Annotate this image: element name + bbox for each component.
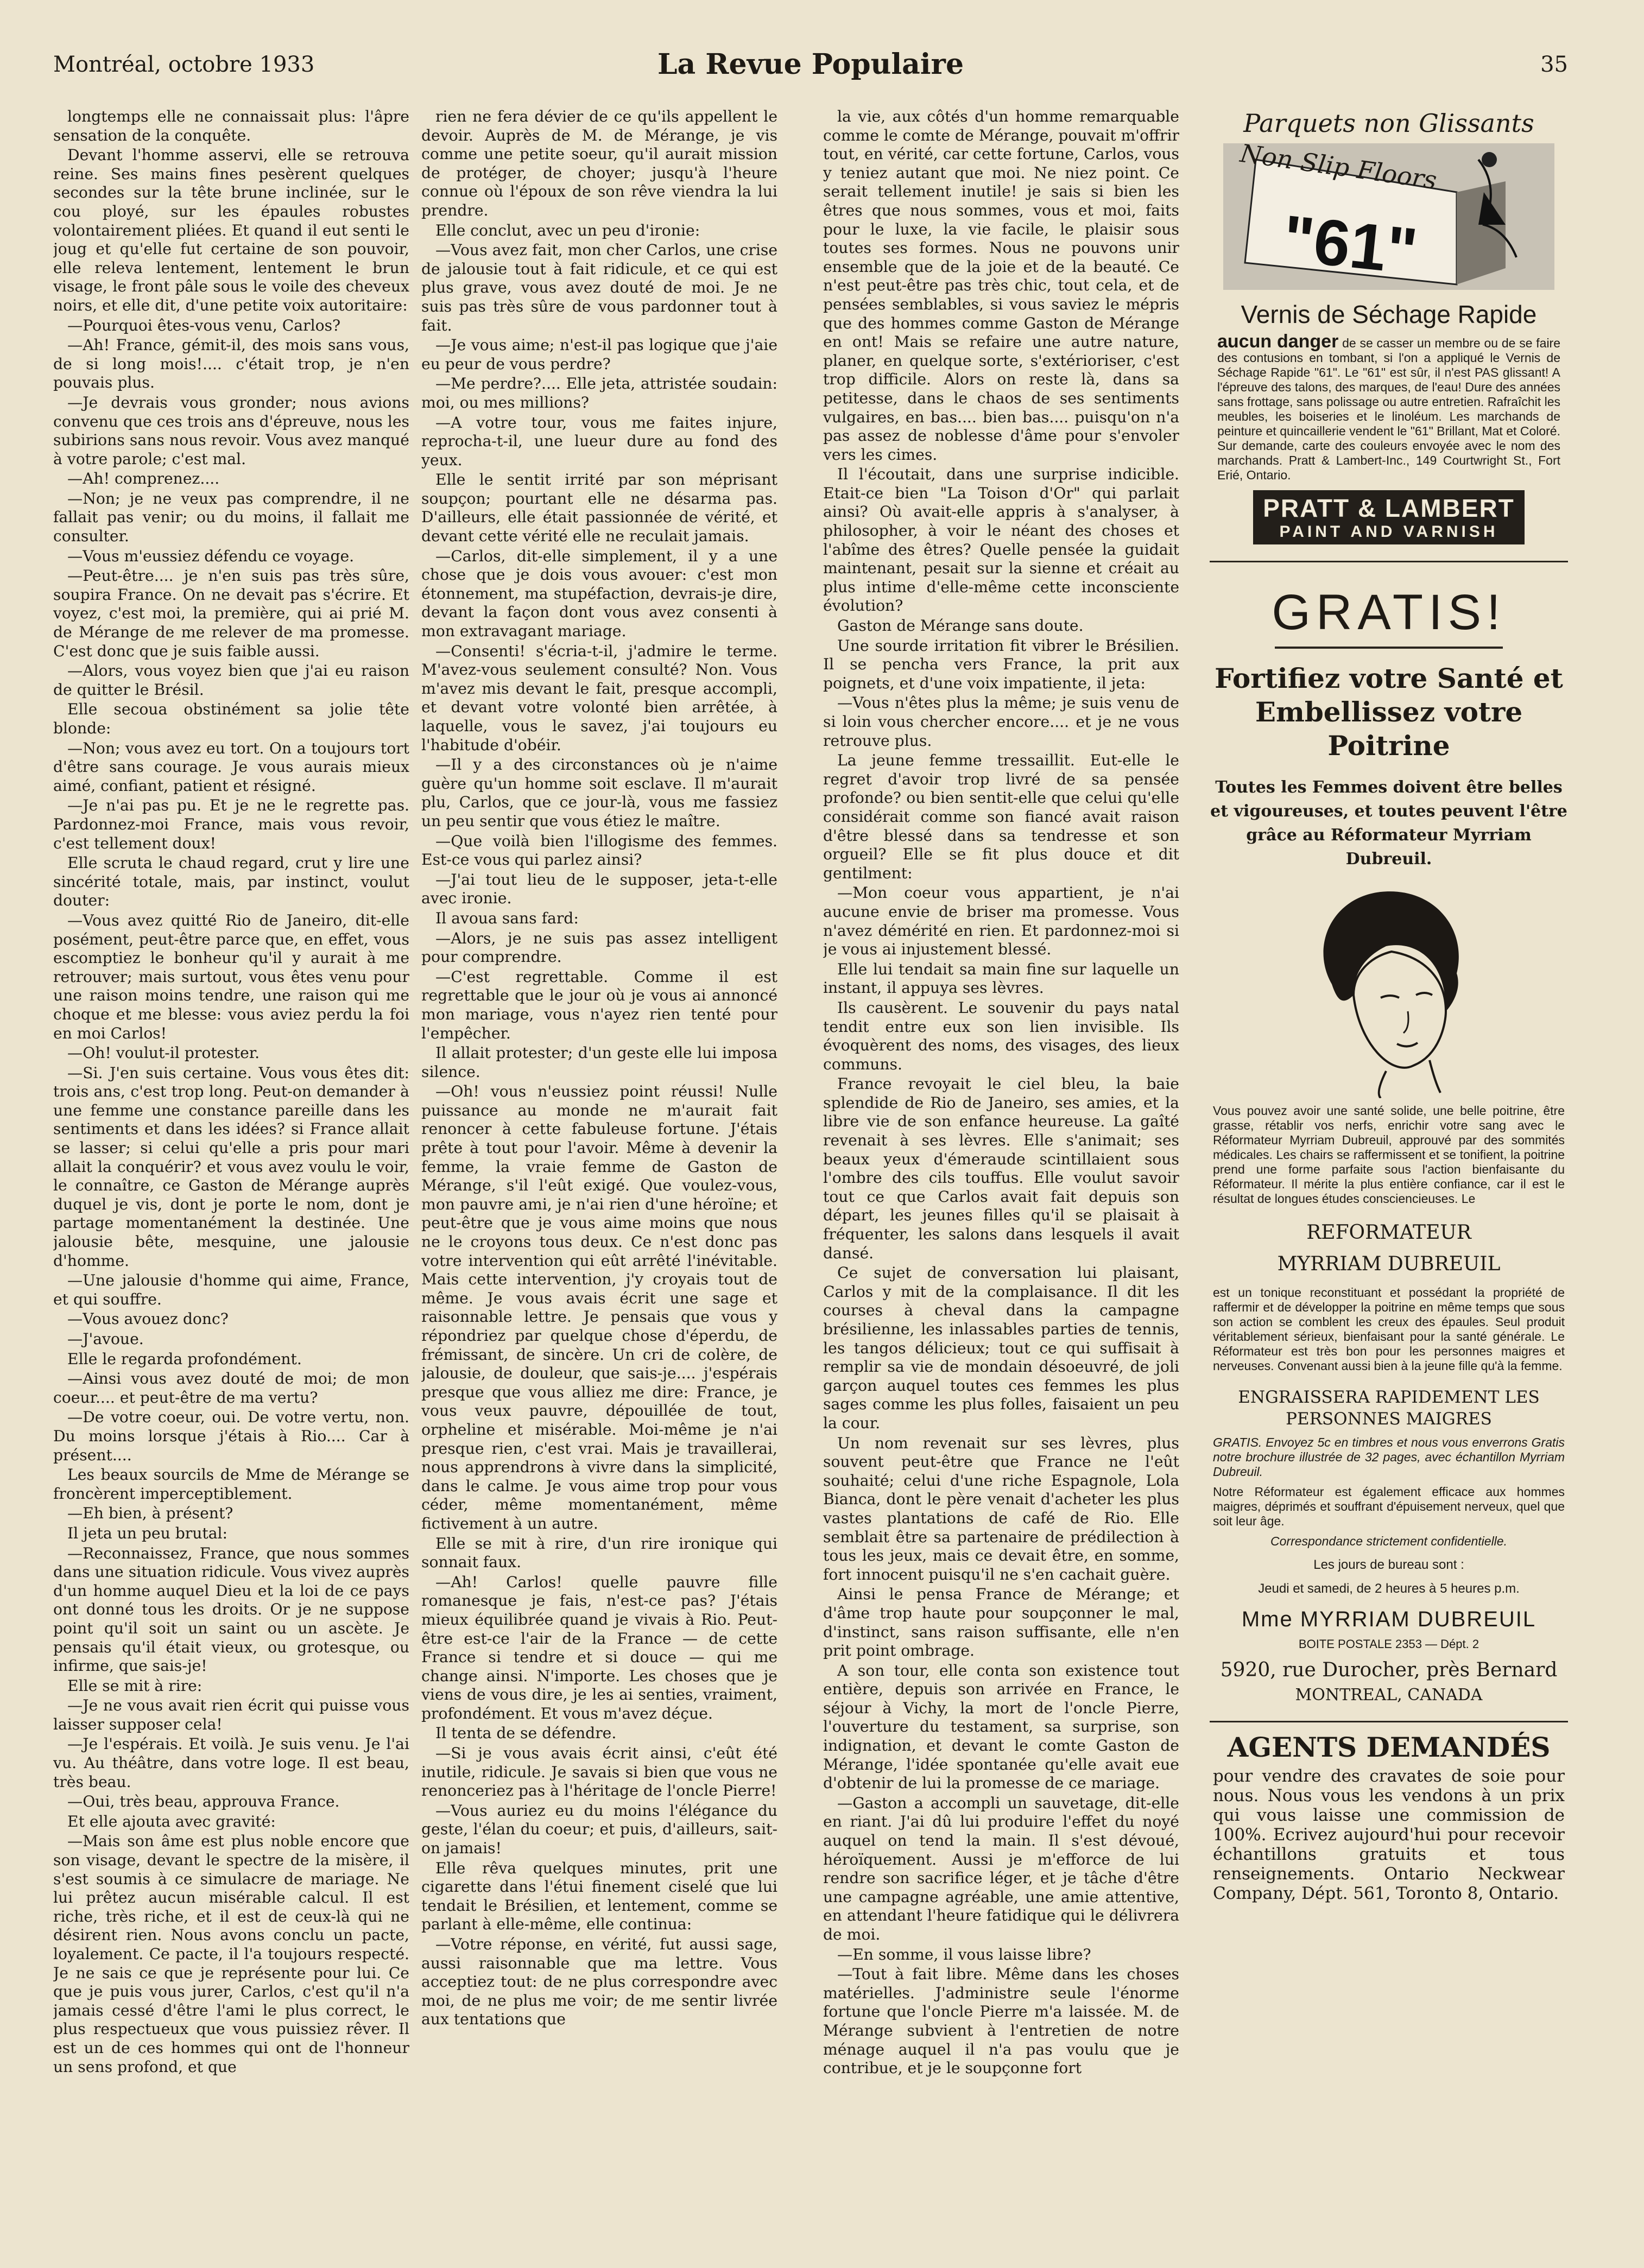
article-paragraph: La jeune femme tressaillit. Eut-elle le regret d'avoir trop livré de sa pensée profonde? ou bien sentit-elle que celui qu'elle considérait comme son fiancé avait raison d'être blessé dans sa tendresse et son orgueil? Elle se fit plus douce et dit gentilment: bbox=[823, 751, 1179, 882]
ad-parquets-title: Parquets non Glissants bbox=[1243, 109, 1534, 138]
pratt-lambert-logo bbox=[1253, 490, 1525, 544]
article-paragraph: —J'avoue. bbox=[67, 1330, 144, 1348]
article-paragraph: Il avoua sans fard: bbox=[435, 909, 579, 927]
article-paragraph: Devant l'homme asservi, elle se retrouva reine. Ses mains fines pesèrent quelques secondes sur la tête brune inclinée, sur le cou ployé, sur les épaules robustes volontairement pliées. Et quand il eut senti le joug et qu'elle fut certaine de son pouvoir, elle releva lentement, lentement le brun visage, le front pâle sous le voile des cheveux noirs, et elle dit, d'une petite voix autoritaire: bbox=[53, 146, 409, 314]
article-paragraph: —Pourquoi êtes-vous venu, Carlos? bbox=[67, 316, 341, 334]
article-paragraph: —Vous avouez donc? bbox=[67, 1310, 229, 1328]
article-paragraph: —Alors, je ne suis pas assez intelligent pour comprendre. bbox=[421, 929, 777, 966]
ad-agents bbox=[1210, 1731, 1568, 1903]
article-paragraph: Ils causèrent. Le souvenir du pays natal tendit entre eux son lien invisible. Ils évoquèrent des noms, des visages, des lieux communs. bbox=[823, 998, 1179, 1073]
article-paragraph: —Que voilà bien l'illogisme des femmes. Est-ce vous qui parlez ainsi? bbox=[421, 832, 777, 869]
article-paragraph: —Mais son âme est plus noble encore que son visage, devant le spectre de la misère, il s'est soumis à ce simulacre de mariage. Ne lui prêtez aucun misérable calcul. Il est riche, très riche, et il est de ceux-là qui ne désirent rien. Nous avons conclu un pacte, loyalement. Ce pacte, il l'a toujours respecté. Je ne sais ce que je représente pour lui. Ce que je puis vous jurer, Carlos, c'est qu'il n'a jamais cessé d'être l'ami le plus correct, le plus respectueux que vous puissiez rêver. Il est un de ces hommes qui ont de l'honneur un sens profond, et que bbox=[53, 1832, 409, 2076]
ad-gratis-address: 5920, rue Durocher, près Bernard bbox=[1220, 1659, 1558, 1681]
article-paragraph: —Vous auriez eu du moins l'élégance du geste, l'élan du coeur; et puis, d'ailleurs, sait-on jamais! bbox=[421, 1801, 777, 1858]
article-paragraph: —De votre coeur, oui. De votre vertu, non. Du moins lorsque j'étais à Rio.... Car à présent.... bbox=[53, 1408, 409, 1464]
article-paragraph: Il l'écoutait, dans une surprise indicible. Etait-ce bien "La Toison d'Or" qui parlait ainsi? Où avait-elle appris à s'analyser, à philosopher, à voir le néant des choses et l'abîme des êtres? Quelle pensée la guidait maintenant, pesait sur la sienne et créait au plus intime d'elle-même cette inconsciente évolution? bbox=[823, 465, 1179, 615]
ad-gratis-confidential: Correspondance strictement confidentielle. bbox=[1270, 1534, 1507, 1548]
article-paragraph: —C'est regrettable. Comme il est regrettable que le jour où je vous ai annoncé mon mariage, vous n'ayez rien tenté pour l'empêcher. bbox=[421, 967, 777, 1042]
advertisement-column bbox=[1210, 104, 1568, 2232]
ad-gratis-body-2: est un tonique reconstituant et possédant la propriété de raffermir et de développer la poitrine en même temps que sous son action se comblent les creux des épaules. Seul produit véritablement sérieux, bienfaisant pour la santé générale. Le Réformateur est très bon pour les personnes maigres et nerveuses. Convenant aussi bien à la jeune fille qu'à la femme. bbox=[1213, 1285, 1565, 1373]
article-paragraph: Et elle ajouta avec gravité: bbox=[67, 1812, 276, 1830]
article-paragraph: —Une jalousie d'homme qui aime, France, et qui souffre. bbox=[53, 1271, 409, 1308]
article-paragraph: —Ainsi vous avez douté de moi; de mon coeur.... et peut-être de ma vertu? bbox=[53, 1370, 409, 1407]
brand-line-1: PRATT & LAMBERT bbox=[1263, 494, 1515, 522]
article-paragraph: Une sourde irritation fit vibrer le Brésilien. Il se pencha vers France, la prit aux poignets, et d'une voix impatiente, il jeta: bbox=[823, 636, 1179, 692]
article-paragraph: —Vous m'eussiez défendu ce voyage. bbox=[67, 547, 355, 565]
article-paragraph: —Votre réponse, en vérité, fut aussi sage, aussi raisonnable que ma lettre. Vous acceptiez tout: de ne plus correspondre avec moi, de ne plus me voir; de me sentir livrée aux tentations que bbox=[421, 1935, 777, 2029]
ad-gratis-body-1: Vous pouvez avoir une santé solide, une belle poitrine, être grasse, rétablir vos nerfs, enrichir votre sang avec le Réformateur Myrriam Dubreuil, approuvé par des sommités médicales. Les chairs se raffermissent et se tonifient, la poitrine prend une forme parfaite sous l'action bienfaisante du Réformateur. Il mérite la plus entière confiance, car il est le résultat de longues études consciencieuses. Le bbox=[1213, 1104, 1565, 1206]
ad-61-badge: "61" bbox=[1279, 201, 1421, 288]
ad-parquets bbox=[1210, 109, 1568, 544]
ad-script-label: Non Slip Floors bbox=[1238, 138, 1439, 195]
ad-parquets-subtitle: Vernis de Séchage Rapide bbox=[1241, 300, 1537, 328]
article-paragraph: —J'ai tout lieu de le supposer, jeta-t-elle avec ironie. bbox=[421, 870, 777, 908]
article-paragraph: —Si je vous avais écrit ainsi, c'eût été inutile, ridicule. Je savais si bien que vous ne renonceriez pas à l'héritage de l'oncle Pierre! bbox=[421, 1744, 777, 1800]
ad-parquets-lead: aucun danger bbox=[1217, 331, 1339, 352]
article-paragraph: Il tenta de se défendre. bbox=[435, 1724, 617, 1743]
article-paragraph: Ainsi le pensa France de Mérange; et d'âme trop haute pour soupçonner le mal, d'instinct, sans raison suffisante, elle n'en prit point ombrage. bbox=[823, 1585, 1179, 1660]
article-paragraph: —Peut-être.... je n'en suis pas très sûre, soupira France. On ne devait pas s'écrire. Et voyez, c'est moi, la première, qui ai prié M. de Mérange de me relever de ma promesse. C'est donc que je suis faible aussi. bbox=[53, 567, 409, 660]
article-column-1 bbox=[53, 107, 409, 2241]
article-paragraph: Un nom revenait sur ses lèvres, plus souvent peut-être que France ne l'eût souhaité; celui d'une riche Espagnole, Lola Bianca, dont le père venait d'acheter les plus vastes plantations de café de Rio. Elle semblait être sa partenaire de prédilection à tous les jeux, mais ce devait être, en somme, fort innocent puisqu'il ne s'en cachait guère. bbox=[823, 1434, 1179, 1583]
article-paragraph: —Vous avez quitté Rio de Janeiro, dit-elle posément, peut-être parce que, en effet, vous escomptiez le bonheur qu'il y aurait à me retrouver; mais surtout, vous êtes venu pour une raison moins tendre, une raison qui me choque et me blesse: vous aviez perdu la foi en moi Carlos! bbox=[53, 911, 409, 1042]
article-paragraph: —Me perdre?.... Elle jeta, attristée soudain: moi, ou mes millions? bbox=[421, 375, 777, 411]
publication-title: La Revue Populaire bbox=[657, 48, 964, 81]
ad-gratis bbox=[1210, 584, 1568, 1705]
article-paragraph: Les beaux sourcils de Mme de Mérange se froncèrent imperceptiblement. bbox=[53, 1466, 409, 1503]
product-line-1: REFORMATEUR bbox=[1306, 1221, 1471, 1244]
varnish-can-illustration bbox=[1223, 138, 1554, 290]
article-paragraph: —Consenti! s'écria-t-il, j'admire le terme. M'avez-vous seulement consulté? Non. Vous m'avez mis devant le fait, presque accompli, et devant votre volonté bien arrêtée, à laquelle, vous le savez, j'ai toujours eu l'habitude d'obéir. bbox=[421, 642, 777, 754]
divider bbox=[1210, 1721, 1568, 1722]
ad-parquets-text: de se casser un membre ou de se faire des contusions en tombant, si l'on a appliqué le Vernis de Séchage Rapide "61". Le "61" est sûr, il n'est PAS glissant! A l'épreuve des talons, des marques, de l'eau! Dure des années sans frottage, sans polissage ou autre entretien. Rafraîchit les meubles, les boiseries et le linoléum. Les marchands de peinture et quincaillerie vendent le "61" Brillant, Mat et Coloré. Sur demande, carte des couleurs envoyée avec le nom des marchands. Pratt & Lambert-Inc., 149 Courtwright St., Fort Erié, Ontario. bbox=[1217, 336, 1561, 482]
article-paragraph: Elle se mit à rire, d'un rire ironique qui sonnait faux. bbox=[421, 1534, 777, 1572]
article-paragraph: —Je l'espérais. Et voilà. Je suis venu. Je l'ai vu. Au théâtre, dans votre loge. Il est beau, très beau. bbox=[53, 1735, 409, 1791]
divider bbox=[1210, 561, 1568, 562]
article-paragraph: —Ah! France, gémit-il, des mois sans vous, de si long mois!.... c'était trop, je n'en pouvais plus. bbox=[53, 336, 409, 392]
article-paragraph: Il allait protester; d'un geste elle lui imposa silence. bbox=[421, 1044, 777, 1081]
page-header bbox=[53, 48, 1568, 80]
article-paragraph: —Reconnaissez, France, que nous sommes dans une situation ridicule. Vous vivez auprès d'un homme auquel Dieu et la loi de ce pays ont donné tous les droits. Or je ne suppose point qu'il soit un saint ou un ascète. Je pensais qu'il était vieux, ou grotesque, ou infirme, que sais-je! bbox=[53, 1544, 409, 1675]
article-paragraph: —Gaston a accompli un sauvetage, dit-elle en riant. J'ai dû lui produire l'effet du noyé auquel on tend la main. Il s'est dévoué, héroïquement. Aussi je m'efforce de lui rendre son sacrifice léger, et je tâche d'être une campagne agréable, une amie attentive, en attendant l'heure fatidique qui le délivrera de moi. bbox=[823, 1794, 1179, 1943]
article-paragraph: —Ah! comprenez.... bbox=[67, 470, 220, 488]
article-paragraph: —Il y a des circonstances où je n'aime guère qu'un homme soit esclave. Il m'aurait plu, Carlos, que ce jour-là, vous me fassiez un peu sentir que vous étiez le maître. bbox=[421, 756, 777, 830]
article-paragraph: —Vous avez fait, mon cher Carlos, une crise de jalousie tout à fait ridicule, et ce qui est plus grave, vous avez douté de moi. Je ne suis pas très sûre de vous pardonner tout à fait. bbox=[421, 241, 777, 334]
article-paragraph: —Eh bien, à présent? bbox=[67, 1504, 233, 1523]
ad-gratis-name: Mme MYRRIAM DUBREUIL bbox=[1241, 1607, 1536, 1631]
article-paragraph: France revoyait le ciel bleu, la baie splendide de Rio de Janeiro, ses amies, et la libre vie de son enfance heureuse. La gaîté revenait à ses lèvres. Elle s'animait; ses beaux yeux d'émeraude scintillaient sous l'ombre des cils touffus. Elle voulut savoir tout ce que Carlos avait fait depuis son départ, les jeunes filles qu'il se plaisait à fréquenter, les salons dans lesquels il avait dansé. bbox=[823, 1075, 1179, 1262]
ad-gratis-hours: Jeudi et samedi, de 2 heures à 5 heures p.m. bbox=[1258, 1581, 1520, 1596]
article-paragraph: —Je vous aime; n'est-il pas logique que j'aie eu peur de vous perdre? bbox=[421, 336, 777, 373]
article-paragraph: Elle le sentit irrité par son méprisant soupçon; pourtant elle ne désarma pas. D'ailleurs, elle était passionnée de vérité, et devant cette vérité elle ne reculait jamais. bbox=[421, 471, 777, 546]
article-paragraph: —Ah! Carlos! quelle pauvre fille romanesque je fais, n'est-ce pas? J'étais mieux équilibrée quand je vivais à Rio. Peut-être est-ce l'air de la France — de cette France si tendre et si douce — qui me change ainsi. N'importe. Les choses que je viens de vous dire, je les ai senties, vraiment, profondément. Et vous m'avez déçue. bbox=[421, 1573, 777, 1722]
article-paragraph: —Mon coeur vous appartient, je n'ai aucune envie de briser ma promesse. Vous n'avez démérité en rien. Et pardonnez-moi si je vous ai injustement blessé. bbox=[823, 884, 1179, 959]
article-paragraph: Elle lui tendait sa main fine sur laquelle un instant, il appuya ses lèvres. bbox=[823, 960, 1179, 997]
article-paragraph: —Non; je ne veux pas comprendre, il ne fallait pas venir; ou du moins, il fallait me consulter. bbox=[53, 489, 409, 546]
article-paragraph: —Je devrais vous gronder; nous avions convenu que ces trois ans d'épreuve, nous les subirions sans nous revoir. Vous avez manqué à votre parole; c'est mal. bbox=[53, 393, 409, 468]
article-paragraph: —Alors, vous voyez bien que j'ai eu raison de quitter le Brésil. bbox=[53, 662, 409, 699]
article-paragraph: A son tour, elle conta son existence tout entière, depuis son arrivée en France, le séjour à Vichy, la mort de l'oncle Pierre, l'ouverture du testament, sa surprise, son indignation, et devant le comte Gaston de Mérange, l'idée spontanée qu'elle avait eue d'obtenir de lui la promesse de ce mariage. bbox=[823, 1661, 1179, 1792]
ad-gratis-offer: GRATIS. Envoyez 5c en timbres et nous vous enverrons Gratis notre brochure illustrée de 32 pages, avec échantillon Myrriam Dubreuil. bbox=[1213, 1435, 1565, 1479]
article-paragraph: —Si. J'en suis certaine. Vous vous êtes dit: trois ans, c'est trop long. Peut-on demander à une femme une constance pareille dans les sentiments et dans les idées? si France allait se lasser; si celui qu'elle a pris pour mari allait la conquérir? et vous avez voulu le voir, le connaître, ce Gaston de Mérange auprès duquel je vis, dont je porte le nom, dont je partage momentanément la destinée. Une jalousie bête, mesquine, une jalousie d'homme. bbox=[53, 1063, 409, 1270]
ad-agents-body: pour vendre des cravates de soie pour nous. Nous vous les vendons à un prix qui vous laisse une commission de 100%. Ecrivez aujourd'hui pour recevoir échantillons gratuits et tous renseignements. Ontario Neckwear Company, Dépt. 561, Toronto 8, Ontario. bbox=[1213, 1766, 1565, 1903]
ad-gratis-city: MONTREAL, CANADA bbox=[1295, 1686, 1483, 1705]
article-paragraph: —Oh! voulut-il protester. bbox=[67, 1044, 260, 1062]
ad-gratis-box: BOITE POSTALE 2353 — Dépt. 2 bbox=[1298, 1637, 1479, 1651]
product-line-2: MYRRIAM DUBREUIL bbox=[1277, 1253, 1501, 1275]
article-paragraph: —Tout à fait libre. Même dans les choses matérielles. J'administre seule l'énorme fortune que l'oncle Pierre m'a laissée. M. de Mérange subvient à l'entretien de notre ménage auquel il n'a pas voulu que je contribue, et je le soupçonne fort bbox=[823, 1965, 1179, 2077]
woman-portrait-icon bbox=[1299, 881, 1478, 1098]
article-paragraph: Il jeta un peu brutal: bbox=[67, 1524, 228, 1542]
ad-gratis-lead: Toutes les Femmes doivent être belles et vigoureuses, et toutes peuvent l'être grâce au Réformateur Myrriam Dubreuil. bbox=[1210, 778, 1567, 869]
article-paragraph: —Vous n'êtes plus la même; je suis venu de si loin vous chercher encore.... et je ne vous retrouve plus. bbox=[823, 694, 1179, 750]
article-paragraph: Elle rêva quelques minutes, prit une cigarette dans l'étui finement ciselé que lui tendait le Brésilien, et lentement, comme se parlant à elle-même, elle continua: bbox=[421, 1859, 777, 1934]
article-paragraph: —Oui, très beau, approuva France. bbox=[67, 1792, 340, 1811]
article-paragraph: la vie, aux côtés d'un homme remarquable comme le comte de Mérange, pouvait m'offrir tout, en vérité, car cette fortune, Carlos, vous y teniez autant que moi. Ne niez point. Ce serait tellement inutile! je sais si bien les êtres que nous sommes, vous et moi, faits pour le luxe, la vie facile, le plaisir sous toutes ses formes. Nous ne pouvons unir ensemble que de la joie et de la beauté. Ce n'est peut-être pas très chic, tout cela, et de pensées semblables, si vous saviez le mépris que des hommes comme Gaston de Mérange en ont! Mais se refaire une autre nature, planer, en quelque sorte, s'extérioriser, c'est trop difficile. Alors on reste là, dans sa petitesse, dans le chaos de ses sentiments vulgaires, en bas.... bien bas.... puisqu'on n'a pas assez de noblesse d'âme pour s'envoler vers les cimes. bbox=[823, 107, 1179, 464]
article-paragraph: rien ne fera dévier de ce qu'ils appellent le devoir. Auprès de M. de Mérange, je vis comme une petite soeur, qu'il aurait mission de protéger, de choyer; jusqu'à l'heure connue où l'époux de son rêve viendra la lui prendre. bbox=[421, 107, 777, 219]
ad-gratis-note: Notre Réformateur est également efficace aux hommes maigres, déprimés et souffrant d'épuisement nerveux, quel que soit leur âge. bbox=[1213, 1485, 1565, 1528]
ad-gratis-headline: Fortifiez votre Santé et Embellissez votre Poitrine bbox=[1215, 662, 1563, 762]
article-paragraph: —Je ne vous avait rien écrit qui puisse vous laisser supposer cela! bbox=[53, 1696, 409, 1733]
header-date: Montréal, octobre 1933 bbox=[53, 52, 315, 77]
article-paragraph: Gaston de Mérange sans doute. bbox=[837, 617, 1084, 635]
article-paragraph: longtemps elle ne connaissait plus: l'âpre sensation de la conquête. bbox=[53, 107, 409, 144]
ad-gratis-hours-title: Les jours de bureau sont : bbox=[1313, 1557, 1464, 1572]
ad-gratis-title: GRATIS! bbox=[1272, 585, 1506, 640]
article-paragraph: —A votre tour, vous me faites injure, reprocha-t-il, une lueur dure au fond des yeux. bbox=[421, 413, 777, 469]
article-paragraph: Elle secoua obstinément sa jolie tête blonde: bbox=[53, 700, 409, 737]
article-paragraph: —Je n'ai pas pu. Et je ne le regrette pas. Pardonnez-moi France, mais vous revoir, c'est tellement doux! bbox=[53, 796, 409, 852]
page-number: 35 bbox=[1540, 52, 1568, 77]
brand-line-2: PAINT AND VARNISH bbox=[1279, 523, 1498, 541]
article-paragraph: —En somme, il vous laisse libre? bbox=[837, 1945, 1091, 1963]
article-paragraph: Elle conclut, avec un peu d'ironie: bbox=[435, 221, 700, 239]
article-paragraph: —Carlos, dit-elle simplement, il y a une chose que je dois vous avouer: c'est mon étonnement, ma stupéfaction, devrais-je dire, devant la façon dont vous avez consenti à mon extravagant mariage. bbox=[421, 547, 777, 641]
ad-gratis-product bbox=[1210, 1217, 1568, 1280]
article-paragraph: Elle se mit à rire: bbox=[67, 1676, 203, 1695]
article-paragraph: Elle le regarda profondément. bbox=[67, 1350, 302, 1368]
divider bbox=[1275, 647, 1503, 649]
ad-gratis-engraissera: ENGRAISSERA RAPIDEMENT LES PERSONNES MAIGRES bbox=[1238, 1388, 1540, 1429]
ad-parquets-body bbox=[1217, 331, 1561, 483]
article-paragraph: —Oh! vous n'eussiez point réussi! Nulle puissance au monde ne m'aurait fait renoncer à cette fabuleuse fortune. J'étais prête à tout pour l'avoir. Même à devenir la femme, la vraie femme de Gaston de Mérange, s'il l'eût exigé. Que voulez-vous, mon pauvre ami, je n'ai rien d'une héroïne; et peut-être que je vous aime moins que nous ne le croyons tous deux. Ce n'est donc pas votre intervention qui eût arrêté l'inévitable. Mais cette intervention, j'y croyais tout de même. Je vous avais écrit une sage et raisonnable lettre. Je pensais que vous y répondriez par quelque chose d'éperdu, de frémissant, de sincère. Un cri de colère, de jalousie, de douleur, que sais-je.... j'espérais presque que vous alliez me dire: France, je vous veux pauvre, dépouillée de tout, orpheline et misérable. Moi-même je n'ai presque rien, c'est vrai. Mais je travaillerai, nous apprendrons à vivre dans la simplicité, dans le calme. Je vous aime trop pour vous céder, même momentanément, même fictivement à un autre. bbox=[421, 1082, 777, 1532]
article-paragraph: —Non; vous avez eu tort. On a toujours tort d'être sans courage. Je vous aurais mieux aimé, confiant, patient et résigné. bbox=[53, 739, 409, 795]
ad-agents-title: AGENTS DEMANDÉS bbox=[1227, 1731, 1551, 1763]
article-column-2 bbox=[421, 107, 777, 2241]
article-paragraph: Elle scruta le chaud regard, crut y lire une sincérité totale, mais, par instinct, voulut douter: bbox=[53, 854, 409, 910]
article-column-3 bbox=[823, 107, 1179, 2241]
article-paragraph: Ce sujet de conversation lui plaisant, Carlos y mit de la complaisance. Il dit les courses à cheval dans la campagne brésilienne, les inlassables parties de tennis, les tangos délicieux; tout ce qui suffisait à remplir sa vie de mondain désoeuvré, de joli garçon auquel toutes ces femmes les plus sages comme les plus folles, faisaient un peu la cour. bbox=[823, 1264, 1179, 1432]
